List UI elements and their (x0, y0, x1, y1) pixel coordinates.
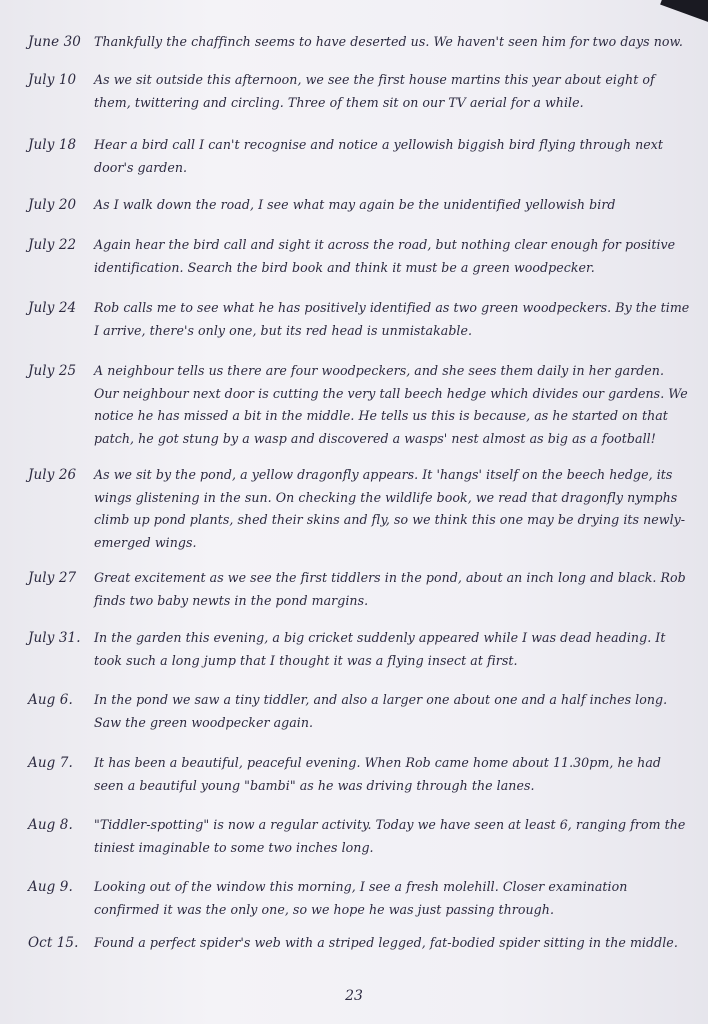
entry-text: Found a perfect spider's web with a striped legged, fat-bodied spider sitting in the middle. (94, 935, 678, 950)
entry-date: Aug 7. (28, 755, 73, 771)
entry-text: Great excitement as we see the first tiddlers in the pond, about an inch long and black. Rob finds two baby newts in the pond margins. (94, 570, 686, 608)
entry-text: It has been a beautiful, peaceful evening. When Rob came home about 11.30pm, he had seen a beautiful young "bambi" as he was driving through the lanes. (94, 755, 662, 793)
entry-date: July 26 (28, 467, 77, 483)
entry-text: In the pond we saw a tiny tiddler, and also a larger one about one and a half inches long. Saw the green woodpecker again. (94, 692, 668, 730)
entry-text: In the garden this evening, a big cricket suddenly appeared while I was dead heading. It took such a long jump that I thought it was a flying insect at first. (94, 630, 666, 668)
entry-text: As we sit by the pond, a yellow dragonfly appears. It 'hangs' itself on the beech hedge, its wings glistening in the sun. On checking the wildlife book, we read that dragonfly nymphs climb up pond plants, shed their skins and fly, so we think this one may be drying its newly-emerged wings. (94, 467, 686, 550)
entry-date: July 20 (28, 197, 77, 213)
entry-text: As we sit outside this afternoon, we see the first house martins this year about eight of them, twittering and circling. Three of them sit on our TV aerial for a while. (94, 72, 655, 110)
page-number: 23 (345, 988, 363, 1004)
entry-text: Thankfully the chaffinch seems to have deserted us. We haven't seen him for two days now. (94, 34, 683, 49)
entry-date: Oct 15. (28, 935, 79, 951)
entry-text: "Tiddler-spotting" is now a regular activity. Today we have seen at least 6, ranging from the tiniest imaginable to some two inches long. (94, 817, 686, 855)
entry-date: July 18 (28, 137, 77, 153)
entry-date: July 31. (28, 630, 81, 646)
entry-date: Aug 8. (28, 817, 73, 833)
entry-text: Rob calls me to see what he has positively identified as two green woodpeckers. By the time I arrive, there's only one, but its red head is unmistakable. (94, 300, 690, 338)
entry-date: June 30 (28, 34, 81, 50)
entry-date: July 24 (28, 300, 77, 316)
entry-date: Aug 9. (28, 879, 73, 895)
entry-text: A neighbour tells us there are four woodpeckers, and she sees them daily in her garden. Our neighbour next door is cutting the very tall beech hedge which divides our gardens. We notice he has missed a bit in the middle. He tells us this is because, as he started on that patch, he got stung by a wasp and discovered a wasps' nest almost as big as a football! (94, 363, 688, 446)
entry-date: July 22 (28, 237, 77, 253)
entry-date: July 10 (28, 72, 77, 88)
entry-text: Again hear the bird call and sight it across the road, but nothing clear enough for positive identification. Search the bird book and think it must be a green woodpecker. (94, 237, 676, 275)
entry-date: July 27 (28, 570, 77, 586)
page-corner-shadow (660, 0, 708, 32)
entry-date: Aug 6. (28, 692, 73, 708)
entry-text: Looking out of the window this morning, I see a fresh molehill. Closer examination confirmed it was the only one, so we hope he was just passing through. (94, 879, 628, 917)
entry-text: Hear a bird call I can't recognise and notice a yellowish biggish bird flying through next door's garden. (94, 137, 664, 175)
entry-date: July 25 (28, 363, 77, 379)
entry-text: As I walk down the road, I see what may again be the unidentified yellowish bird (94, 197, 616, 212)
